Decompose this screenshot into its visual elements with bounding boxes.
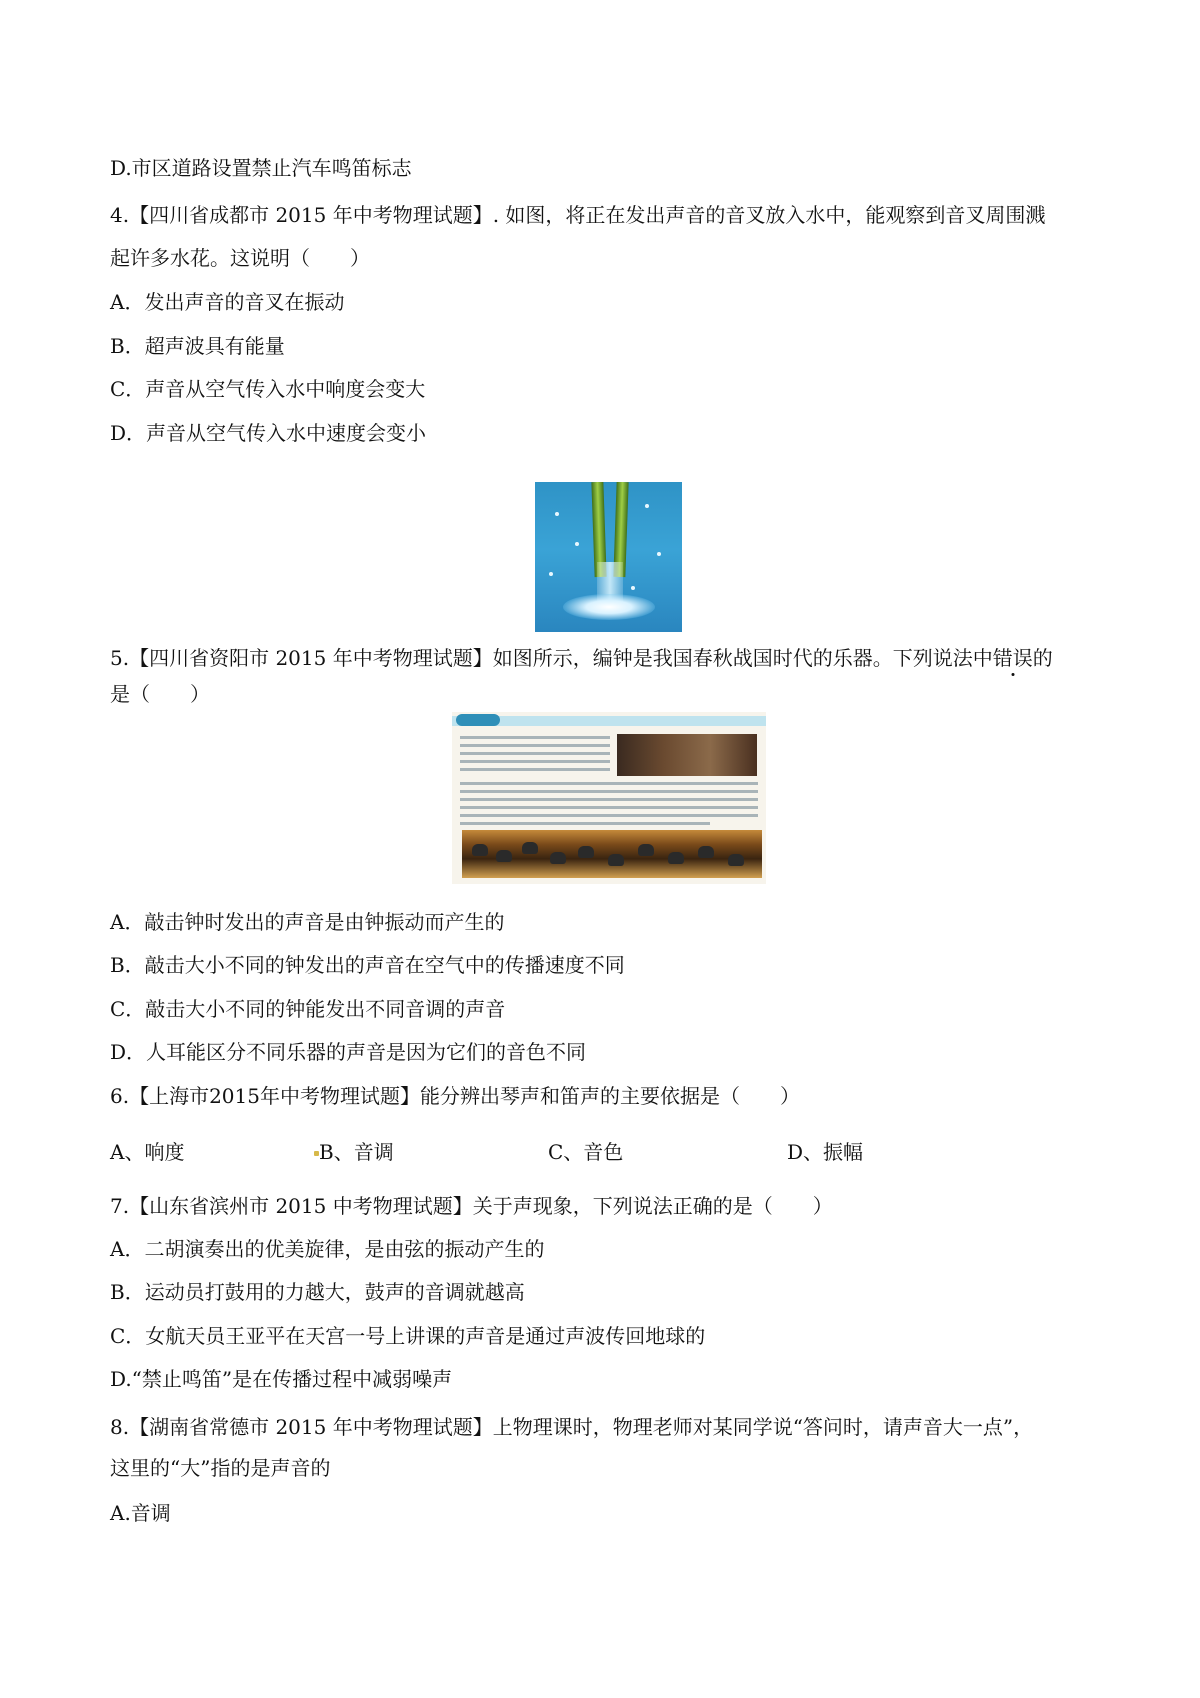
q5-stem-line2: 是（ ） (110, 682, 210, 706)
q5-stem-line1 (110, 643, 1053, 673)
bell (728, 854, 744, 866)
sparkle (645, 504, 649, 508)
q8-option-a: A.音调 (110, 1501, 171, 1525)
figure-text-row (460, 806, 758, 809)
figure-text-row (460, 752, 610, 755)
bells-photo (462, 830, 762, 878)
tuning-fork-figure (535, 482, 682, 632)
figure-photo (617, 734, 757, 776)
q7-option-a: A．二胡演奏出的优美旋律，是由弦的振动产生的 (110, 1237, 545, 1261)
bell (698, 846, 714, 858)
sparkle (549, 572, 553, 576)
figure-logo (456, 714, 500, 726)
q5-emphasis-word: 错误 (992, 646, 1033, 670)
bell (638, 844, 654, 856)
q6-stem: 6.【上海市2015年中考物理试题】能分辨出琴声和笛声的主要依据是（ ） (110, 1084, 800, 1108)
q5-option-a: A．敲击钟时发出的声音是由钟振动而产生的 (110, 910, 505, 934)
q6-option-c: C、音色 (548, 1140, 624, 1164)
q4-option-c: C．声音从空气传入水中响度会变大 (110, 377, 426, 401)
q5-option-c: C．敲击大小不同的钟能发出不同音调的声音 (110, 997, 506, 1021)
q6-options-row (110, 1137, 1010, 1167)
figure-text-row (460, 822, 710, 825)
figure-text-row (460, 814, 758, 817)
figure-text-row (460, 768, 610, 771)
bell (522, 842, 538, 854)
figure-text-row (460, 760, 610, 763)
q7-option-c: C．女航天员王亚平在天宫一号上讲课的声音是通过声波传回地球的 (110, 1324, 706, 1348)
bell (496, 850, 512, 862)
figure-text-row (460, 782, 758, 785)
q6-option-d: D、振幅 (787, 1140, 864, 1164)
bell (550, 852, 566, 864)
figure-text-row (460, 736, 610, 739)
sparkle (575, 542, 579, 546)
water-splash (563, 594, 655, 620)
chime-bells-figure (452, 712, 766, 884)
q8-stem-line1: 8.【湖南省常德市 2015 年中考物理试题】上物理课时，物理老师对某同学说“答问时，请声音大一点”， (110, 1415, 1034, 1439)
q4-stem-line2: 起许多水花。这说明（ ） (110, 246, 370, 270)
sparkle (631, 586, 635, 590)
q6-option-b: B、音调 (319, 1140, 394, 1164)
sparkle (555, 512, 559, 516)
q4-source: 4.【四川省成都市 2015 年中考物理试题】 (110, 203, 493, 227)
q7-option-b: B．运动员打鼓用的力越大，鼓声的音调就越高 (110, 1280, 525, 1304)
figure-text-row (460, 798, 758, 801)
bell (472, 844, 488, 856)
q3-option-d: D.市区道路设置禁止汽车鸣笛标志 (110, 156, 412, 180)
q7-option-d: D.“禁止鸣笛”是在传播过程中减弱噪声 (110, 1367, 453, 1391)
figure-text-row (460, 744, 610, 747)
q7-stem: 7.【山东省滨州市 2015 中考物理试题】关于声现象，下列说法正确的是（ ） (110, 1194, 833, 1218)
q8-stem-line2: 这里的“大”指的是声音的 (110, 1456, 331, 1480)
bell (578, 846, 594, 858)
figure-text-row (460, 790, 758, 793)
q5-option-b: B．敲击大小不同的钟发出的声音在空气中的传播速度不同 (110, 953, 625, 977)
q5-text-end: 的 (1032, 646, 1053, 670)
q4-option-d: D．声音从空气传入水中速度会变小 (110, 421, 427, 445)
q5-text: 5.【四川省资阳市 2015 年中考物理试题】如图所示，编钟是我国春秋战国时代的乐器。下列说法中 (110, 646, 993, 670)
q4-option-a: A．发出声音的音叉在振动 (110, 290, 345, 314)
q4-text: . 如图，将正在发出声音的音叉放入水中，能观察到音叉周围溅 (492, 203, 1046, 227)
bell (668, 852, 684, 864)
q4-option-b: B．超声波具有能量 (110, 334, 285, 358)
q5-option-d: D．人耳能区分不同乐器的声音是因为它们的音色不同 (110, 1040, 587, 1064)
bell (608, 854, 624, 866)
sparkle (657, 552, 661, 556)
q4-stem-line1 (110, 200, 1045, 230)
q6-option-a: A、响度 (110, 1140, 185, 1164)
